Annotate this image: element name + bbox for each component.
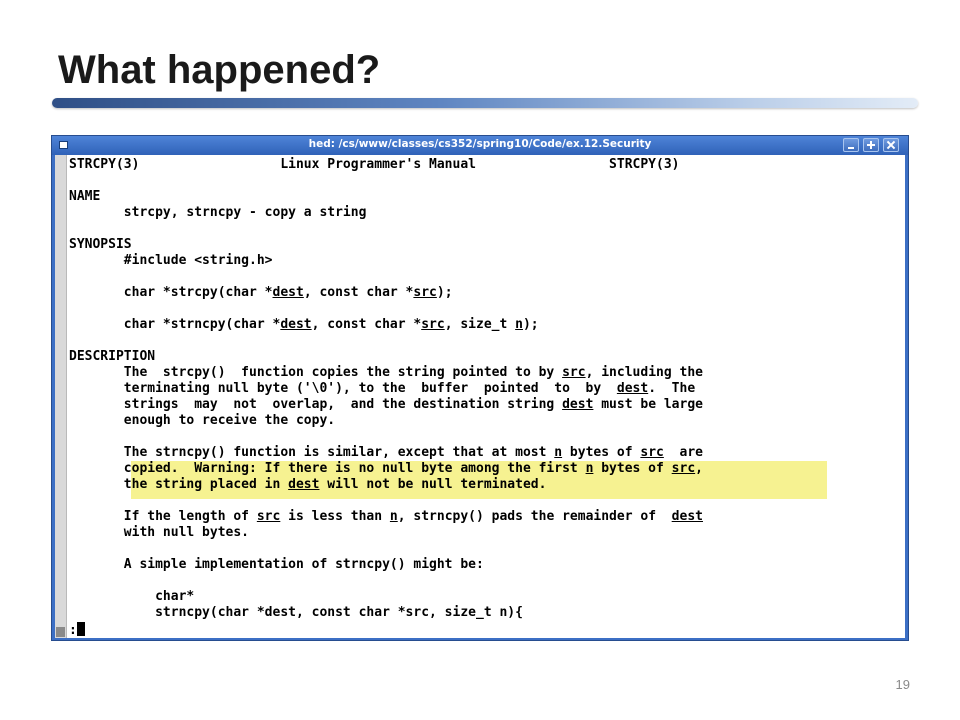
include-line: #include <string.h> <box>69 253 273 268</box>
description-line: A simple implementation of strncpy() might be: <box>69 557 484 572</box>
description-line: The strncpy() function is similar, except that at most n bytes of src are <box>69 445 703 460</box>
warning-line: the string placed in dest will not be null terminated. <box>69 477 547 492</box>
manpage-header: STRCPY(3) Linux Programmer's Manual STRCPY(3) <box>69 157 680 172</box>
slide-title: What happened? <box>58 48 381 92</box>
description-line: strings may not overlap, and the destination string dest must be large <box>69 397 703 412</box>
section-heading-description: DESCRIPTION <box>69 349 156 364</box>
warning-line: copied. Warning: If there is no null byte among the first n bytes of src, <box>69 461 703 476</box>
description-line: If the length of src is less than n, strncpy() pads the remainder of dest <box>69 509 703 524</box>
close-button[interactable] <box>883 138 899 152</box>
description-line: enough to receive the copy. <box>69 413 336 428</box>
minimize-button[interactable] <box>843 138 859 152</box>
window-titlebar[interactable] <box>52 136 908 155</box>
pager-prompt[interactable]: : <box>69 622 85 638</box>
scrollbar-thumb[interactable] <box>56 627 65 637</box>
code-line: char* <box>69 589 195 604</box>
name-line: strcpy, strncpy - copy a string <box>69 205 367 220</box>
strncpy-signature: char *strncpy(char *dest, const char *src, size_t n); <box>69 317 539 332</box>
page-number: 19 <box>895 677 910 692</box>
terminal-window[interactable] <box>51 135 909 641</box>
text-cursor <box>77 622 85 636</box>
description-line: with null bytes. <box>69 525 250 540</box>
code-line: strncpy(char *dest, const char *src, size_t n){ <box>69 605 523 620</box>
strcpy-signature: char *strcpy(char *dest, const char *src); <box>69 285 453 300</box>
window-title: hed: /cs/www/classes/cs352/spring10/Code/ex.12.Security <box>308 138 652 150</box>
terminal-content[interactable] <box>55 155 905 638</box>
description-line: The strcpy() function copies the string pointed to by src, including the <box>69 365 703 380</box>
description-line: terminating null byte ('\0'), to the buffer pointed to by dest. The <box>69 381 696 396</box>
section-heading-name: NAME <box>69 189 101 204</box>
title-underline-bar <box>52 98 918 108</box>
section-heading-synopsis: SYNOPSIS <box>69 237 132 252</box>
maximize-button[interactable] <box>863 138 879 152</box>
scrollbar[interactable] <box>55 155 67 638</box>
